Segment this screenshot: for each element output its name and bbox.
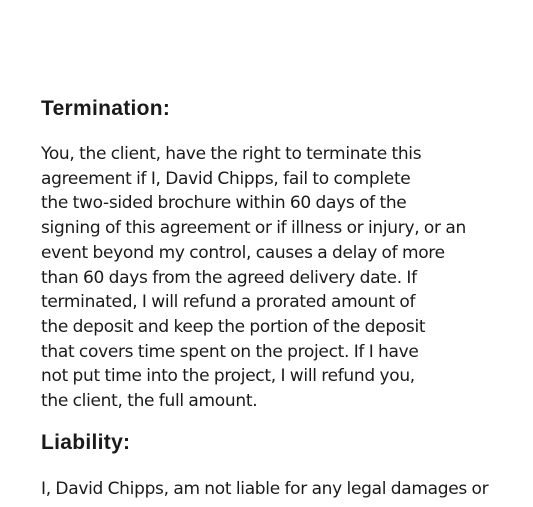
- termination-line: than 60 days from the agreed delivery date. If: [41, 267, 417, 288]
- termination-heading: Termination:: [41, 97, 171, 120]
- termination-line: the two-sided brochure within 60 days of the: [41, 193, 407, 214]
- liability-line: I, David Chipps, am not liable for any legal damages or: [41, 479, 489, 499]
- termination-line: the client, the full amount.: [41, 391, 258, 412]
- termination-line: event beyond my control, causes a delay of more: [41, 242, 445, 263]
- termination-line: agreement if I, David Chipps, fail to complete: [41, 168, 411, 189]
- termination-line: not put time into the project, I will refund you,: [41, 366, 415, 387]
- termination-line: the deposit and keep the portion of the deposit: [41, 316, 426, 337]
- termination-line: terminated, I will refund a prorated amount of: [41, 292, 416, 313]
- termination-paragraph: [41, 142, 521, 414]
- termination-line: signing of this agreement or if illness or injury, or an: [41, 218, 466, 239]
- termination-line: that covers time spent on the project. If I have: [41, 341, 419, 362]
- termination-line: You, the client, have the right to terminate this: [41, 144, 422, 164]
- liability-paragraph: [41, 477, 521, 502]
- liability-heading: Liability:: [41, 431, 131, 454]
